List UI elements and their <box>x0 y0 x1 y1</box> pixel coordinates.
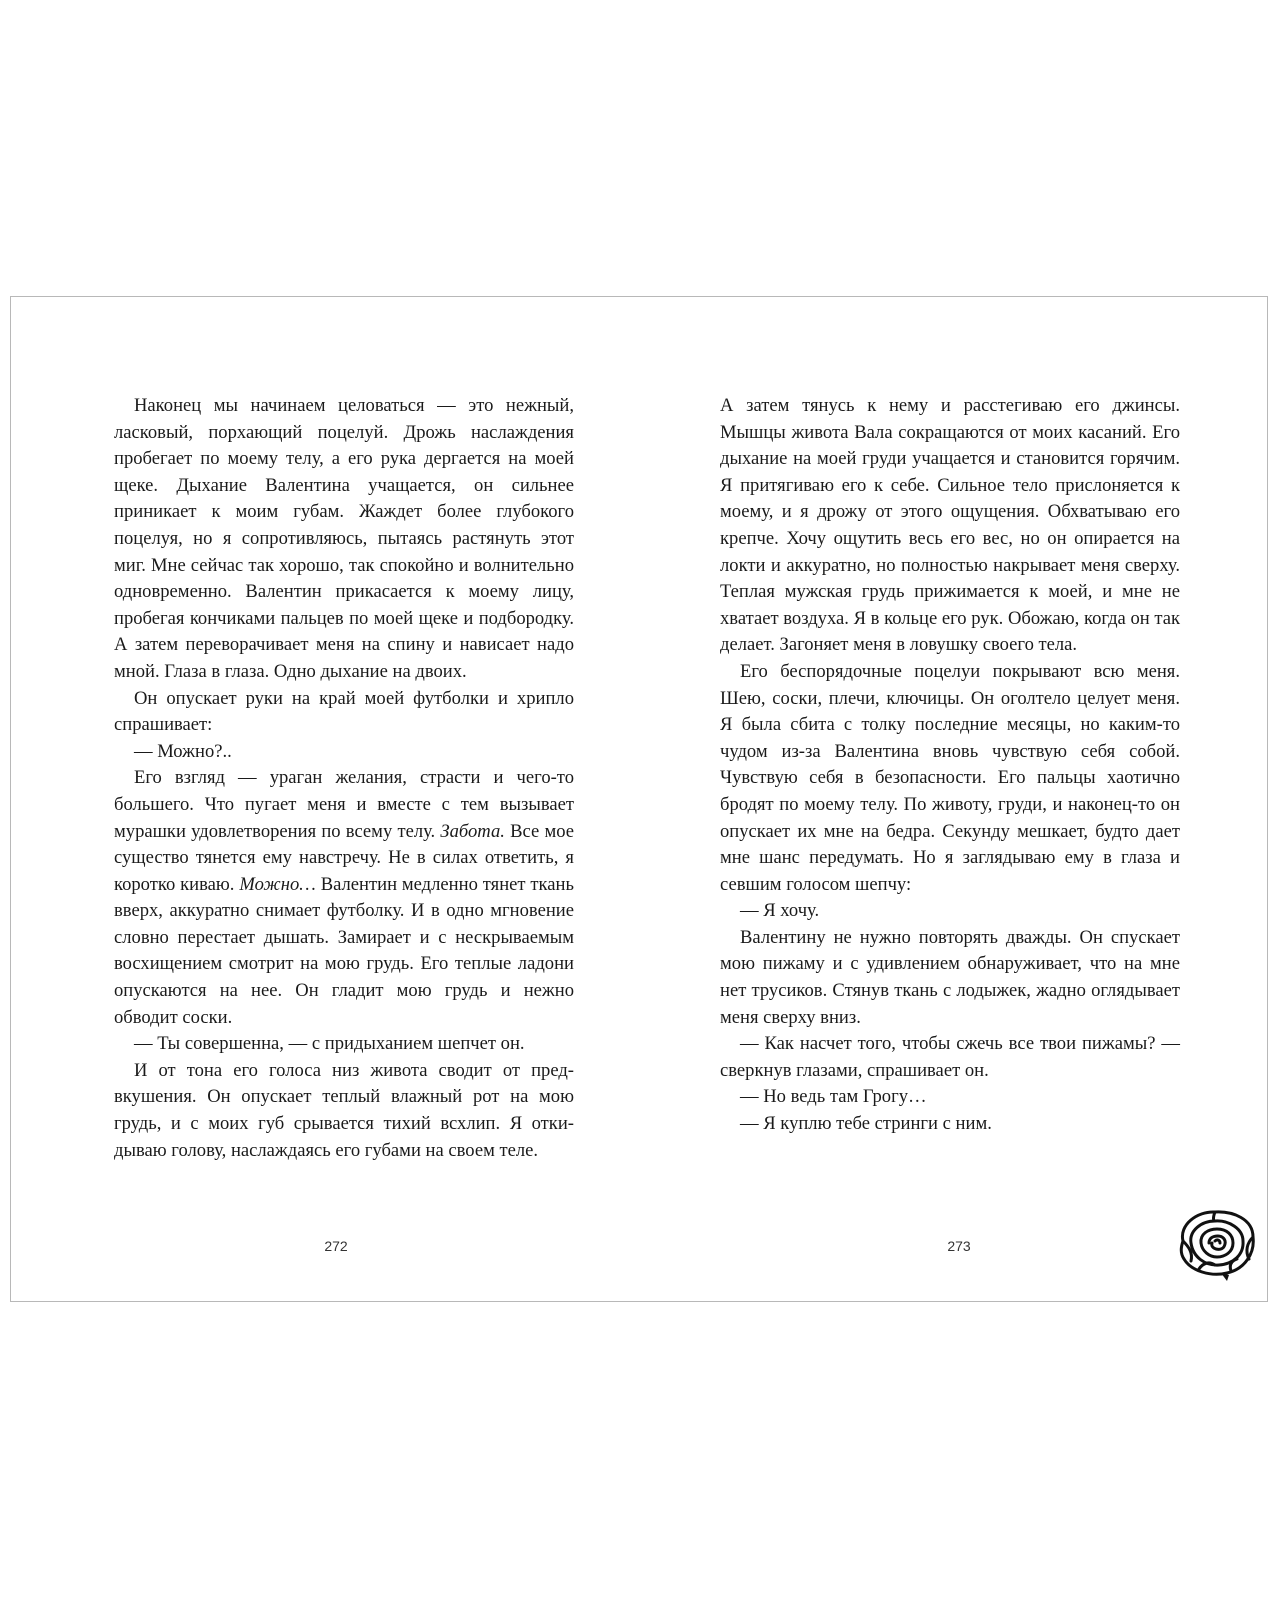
paragraph: И от тона его голоса низ живота сводит от предвкушения. Он опускает теплый влажный рот на мою грудь, и с моих губ срывается тихий всхлип. Я откидываю голову, наслаждаясь его губами на своем теле. <box>114 1059 574 1161</box>
italic-word: Забота. <box>440 820 505 842</box>
paragraph: — Как насчет того, чтобы сжечь все твои пижамы? — сверкнув глазами, спрашивает он. <box>720 1033 1180 1081</box>
page-number-left: 272 <box>324 1238 348 1254</box>
paragraph: А затем тянусь к нему и расстегиваю его джинсы. Мышцы живота Вала сокращаются от моих касаний. Его дыхание на моей груди учащается и становится горячим. Я притягиваю его к себе. Сильное тело прислоняется к моему, и я дрожу от этого ощущения. Обхватываю его крепче. Хочу ощутить весь его вес, но он опирается на локти и аккуратно, но полностью накрывает меня сверху. Теплая мужская грудь прижимается к моей, и мне не хватает воздуха. Я в кольце его рук. Обожаю, когда он так делает. Загоняет меня в ловушку своего тела. <box>720 395 1180 656</box>
paragraph: — Можно?.. <box>134 740 232 762</box>
paragraph <box>114 765 574 1031</box>
paragraph: Он опускает руки на край моей футболки и хрипло спрашивает: <box>114 687 574 736</box>
paragraph: — Ты совершенна, — с придыханием шепчет он. <box>134 1033 525 1055</box>
paragraph: Его беспорядочные поцелуи покрывают всю меня. Шею, соски, плечи, ключицы. Он оголтело целует меня. Я была сбита с толку последние месяцы, но каким-то чудом из-за Валентина вновь чувствую себя собой. Чувствую себя в безопасности. Его пальцы хаотично бродят по моему телу. По животу, груди, и наконец-то он опускает их мне на бедра. Секунду мешкает, будто дает мне шанс передумать. Но я заглядываю ему в глаза и севшим голосом шепчу: <box>720 660 1180 895</box>
paragraph: — Но ведь там Грогу… <box>740 1086 927 1108</box>
right-page <box>720 393 1180 1138</box>
text-run: Все мое существо тянется ему навстречу. Не в силах ответить, я коротко киваю. <box>114 820 574 895</box>
book-spread <box>10 296 1268 1302</box>
page-number-right: 273 <box>947 1238 971 1254</box>
paragraph: Наконец мы начинаем целоваться — это нежный, ласковый, порхающий поцелуй. Дрожь наслаждения пробегает по моему телу, а его рука дергается на моей щеке. Дыхание Валентина учащается, он сильнее приникает к моим губам. Жаждет более глубокого поцелуя, но я сопротивляюсь, пытаясь растянуть этот миг. Мне сейчас так хорошо, так спокойно и волнительно одновременно. Валентин прикасается к моему лицу, пробегая кончиками пальцев по моей щеке и подбородку. А затем переворачивает меня на спину и нависает надо мной. Глаза в глаза. Одно дыхание на двоих. <box>114 395 574 682</box>
paragraph: — Я куплю тебе стринги с ним. <box>740 1113 992 1135</box>
rose-icon <box>1169 1203 1265 1283</box>
italic-word: Можно… <box>239 873 316 895</box>
text-run: Его взгляд — ураган желания, страсти и чего-то большего. Что пугает меня и вместе с тем вызывает мурашки удовлетворения по всему телу. <box>114 767 574 842</box>
paragraph: — Я хочу. <box>740 900 820 922</box>
paragraph: Валентину не нужно повторять дважды. Он спускает мою пижаму и с удивлением обнаруживает, что на мне нет трусиков. Стянув ткань с лодыжек, жадно оглядывает меня сверху вниз. <box>720 926 1180 1028</box>
text-run: Валентин медленно тянет ткань вверх, аккуратно снимает футболку. И в одно мгновение словно перестает дышать. Замирает и с нескрываемым восхищением смотрит на мою грудь. Его теплые ладони опускаются на нее. Он гладит мою грудь и нежно обводит соски. <box>114 873 574 1028</box>
left-page <box>114 393 574 1164</box>
